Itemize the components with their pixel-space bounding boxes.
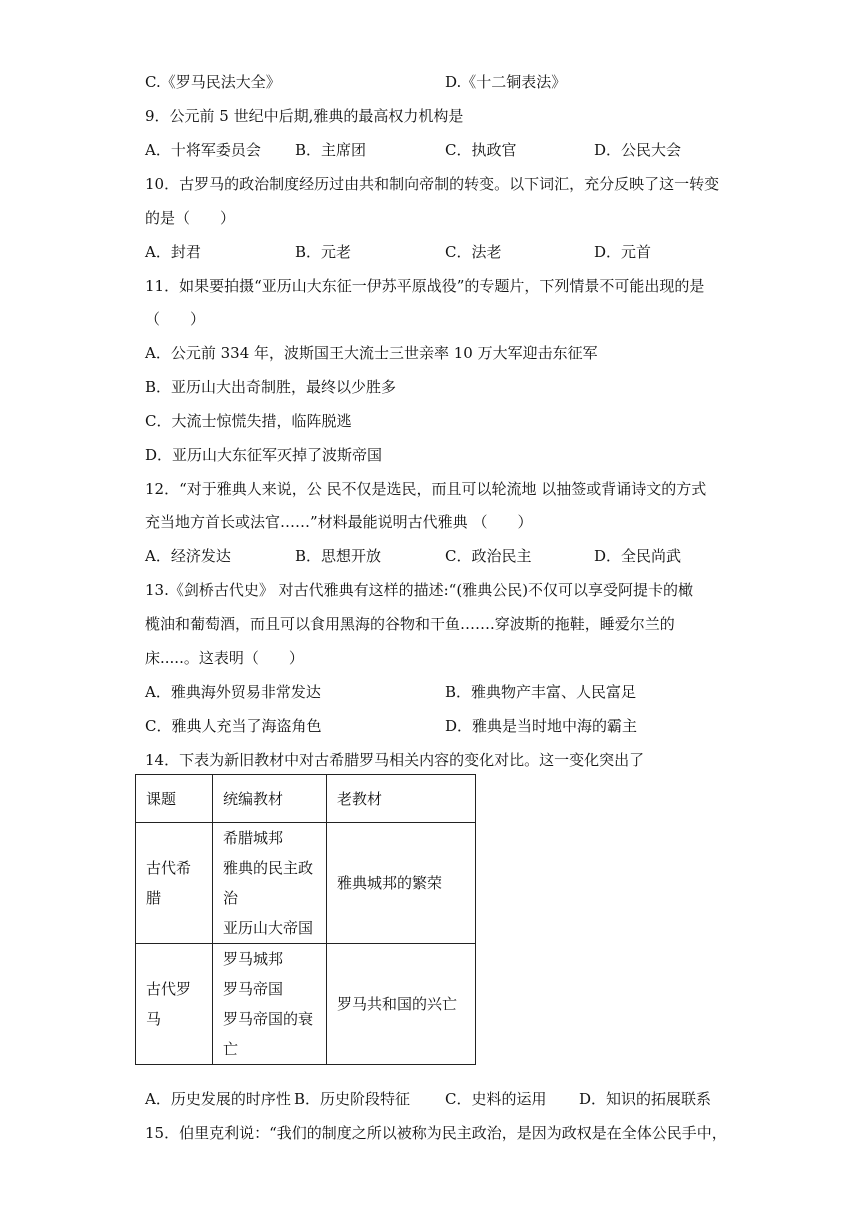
q8-option-c[interactable]: C.《罗马民法大全》 — [145, 73, 281, 91]
q14-option-c[interactable]: C．史料的运用 — [445, 1090, 547, 1108]
q11-option-d[interactable]: D．亚历山大东征军灭掉了波斯帝国 — [145, 446, 383, 464]
q12-option-b[interactable]: B．思想开放 — [295, 547, 382, 565]
q13-stem-line1: 13.《剑桥古代史》 对古代雅典有这样的描述:“(雅典公民)不仅可以享受阿提卡的橄 — [145, 581, 694, 599]
q13-option-c[interactable]: C．雅典人充当了海盗角色 — [145, 717, 322, 735]
q9-option-b[interactable]: B．主席团 — [295, 141, 367, 159]
table-cell-line: 雅典的民主政治 — [223, 859, 314, 907]
q13-option-a[interactable]: A．雅典海外贸易非常发达 — [145, 683, 321, 701]
q14-option-a[interactable]: A．历史发展的时序性 — [145, 1090, 291, 1108]
q8-option-d[interactable]: D.《十二铜表法》 — [445, 73, 567, 91]
q9-stem: 9．公元前 5 世纪中后期,雅典的最高权力机构是 — [145, 107, 464, 125]
table-cell-line: 希腊城邦 — [223, 829, 284, 847]
q12-option-d[interactable]: D．全民尚武 — [594, 547, 682, 565]
q14-option-d[interactable]: D．知识的拓展联系 — [579, 1090, 712, 1108]
table-cell-old: 雅典城邦的繁荣 — [327, 823, 476, 944]
q13-option-b[interactable]: B．雅典物产丰富、人民富足 — [445, 683, 637, 701]
table-cell-topic: 古代希腊 — [136, 823, 213, 944]
q13-option-d[interactable]: D．雅典是当时地中海的霸主 — [445, 717, 638, 735]
q11-option-c[interactable]: C．大流士惊慌失措，临阵脱逃 — [145, 412, 352, 430]
q11-option-a[interactable]: A．公元前 334 年，波斯国王大流士三世亲率 10 万大军迎击东征军 — [145, 344, 598, 362]
q12-option-a[interactable]: A．经济发达 — [145, 547, 231, 565]
q10-option-b[interactable]: B．元老 — [295, 243, 352, 261]
q14-option-b[interactable]: B．历史阶段特征 — [294, 1090, 411, 1108]
table-cell-line: 亚历山大帝国 — [223, 919, 314, 937]
q9-option-c[interactable]: C．执政官 — [445, 141, 517, 159]
table-cell-line: 罗马帝国 — [223, 980, 284, 998]
q11-stem-line2: （ ） — [145, 310, 206, 328]
table-cell-new — [213, 944, 327, 1065]
q11-option-b[interactable]: B．亚历山大出奇制胜，最终以少胜多 — [145, 378, 397, 396]
table-header-cell: 统编教材 — [213, 775, 327, 823]
q9-option-a[interactable]: A．十将军委员会 — [145, 141, 261, 159]
q15-stem: 15．伯里克利说：“我们的制度之所以被称为民主政治，是因为政权是在全体公民手中， — [145, 1124, 727, 1142]
q13-stem-line2: 榄油和葡萄酒，而且可以食用黑海的谷物和干鱼…….穿波斯的拖鞋，睡爱尔兰的 — [145, 615, 675, 633]
q12-stem-line1: 12．“对于雅典人来说，公 民不仅是选民，而且可以轮流地 以抽签或背诵诗文的方式 — [145, 480, 707, 498]
table-cell-new — [213, 823, 327, 944]
q11-stem-line1: 11．如果要拍摄“亚历山大东征一伊苏平原战役”的专题片，下列情景不可能出现的是 — [145, 277, 705, 295]
table-cell-topic: 古代罗马 — [136, 944, 213, 1065]
q13-stem-line3: 床.....。这表明（ ） — [145, 649, 304, 667]
table-cell-line: 罗马帝国的衰亡 — [223, 1010, 314, 1058]
q10-stem-line2: 的是（ ） — [145, 209, 236, 227]
table-row — [136, 944, 476, 1065]
q9-option-d[interactable]: D．公民大会 — [594, 141, 682, 159]
q10-stem-line1: 10．古罗马的政治制度经历过由共和制向帝制的转变。以下词汇，充分反映了这一转变 — [145, 175, 720, 193]
q10-option-d[interactable]: D．元首 — [594, 243, 652, 261]
comparison-table — [135, 774, 476, 1065]
table-cell-old: 罗马共和国的兴亡 — [327, 944, 476, 1065]
q12-option-c[interactable]: C．政治民主 — [445, 547, 532, 565]
table-header-cell: 老教材 — [327, 775, 476, 823]
q14-stem: 14．下表为新旧教材中对古希腊罗马相关内容的变化对比。这一变化突出了 — [145, 751, 645, 769]
table-cell-line: 罗马城邦 — [223, 950, 284, 968]
table-header-cell: 课题 — [136, 775, 213, 823]
q10-option-a[interactable]: A．封君 — [145, 243, 201, 261]
q12-stem-line2: 充当地方首长或法官……”材料最能说明古代雅典 （ ） — [145, 513, 533, 531]
table-header-row — [136, 775, 476, 823]
table-row — [136, 823, 476, 944]
q10-option-c[interactable]: C．法老 — [445, 243, 502, 261]
